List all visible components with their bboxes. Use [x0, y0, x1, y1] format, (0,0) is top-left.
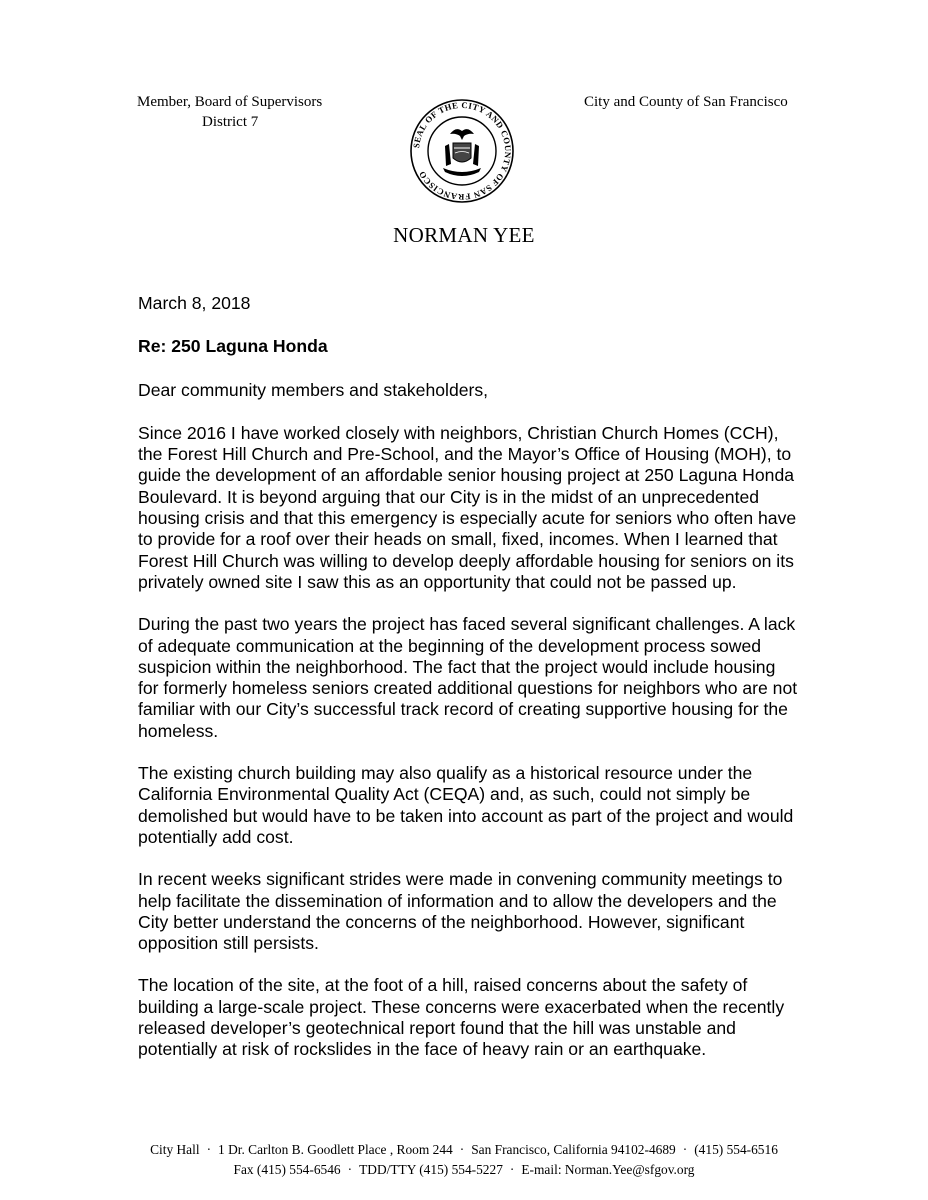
footer-fax: Fax (415) 554-6546 [233, 1162, 341, 1177]
footer-line-contact: Fax (415) 554-6546 · TDD/TTY (415) 554-5227 · E-mail: Norman.Yee@sfgov.org [233, 1162, 695, 1177]
letter-paragraph: The existing church building may also qualify as a historical resource under the California Environmental Quality Act (CEQA) and, as such, could not simply be demolished but would have to be taken into account as part of the project and would potentially add cost. [138, 763, 794, 847]
footer-line-address: City Hall · 1 Dr. Carlton B. Goodlett Place , Room 244 · San Francisco, California 94102-4689 · (415) 554-6516 [150, 1142, 778, 1157]
letterhead-footer [0, 1140, 928, 1180]
letter-subject: Re: 250 Laguna Honda [138, 336, 328, 357]
letter-body [138, 293, 798, 1082]
letter-date: March 8, 2018 [138, 293, 251, 313]
footer-email[interactable]: E-mail: Norman.Yee@sfgov.org [521, 1162, 695, 1177]
office-title [137, 92, 322, 132]
footer-tdd: TDD/TTY (415) 554-5227 [359, 1162, 503, 1177]
letter-paragraph: During the past two years the project has faced several significant challenges. A lack of adequate communication at the beginning of the development process sowed suspicion within the neighborhood. The fact that the project would include housing for formerly homeless seniors created additional questions for neighbors who are not familiar with our City’s successful track record of creating supportive housing for the homeless. [138, 614, 798, 741]
city-seal-icon [409, 98, 515, 204]
office-title-line1: Member, Board of Supervisors [137, 94, 323, 110]
letter-paragraph: The location of the site, at the foot of a hill, raised concerns about the safety of building a large-scale project. These concerns were exacerbated when the recently released developer’s geotechnical report found that the hill was unstable and potentially at risk of rockslides in the face of heavy rain or an earthquake. [138, 975, 785, 1060]
letter-salutation: Dear community members and stakeholders, [138, 379, 489, 400]
footer-city: San Francisco, California 94102-4689 [471, 1142, 676, 1157]
footer-building: City Hall [150, 1142, 200, 1157]
letter-paragraph: Since 2016 I have worked closely with neighbors, Christian Church Homes (CCH), the Forest Hill Church and Pre-School, and the Mayor’s Office of Housing (MOH), to guide the development of an affordable senior housing project at 250 Laguna Honda Boulevard. It is beyond arguing that our City is in the midst of an unprecedented housing crisis and that this emergency is especially acute for seniors who often have to provide for a roof over their heads on small, fixed, incomes. When I learned that Forest Hill Church was willing to develop deeply affordable housing for seniors on its privately owned site I saw this as an opportunity that could not be passed up. [138, 422, 797, 592]
svg-text:SEAL OF THE CITY AND COUNTY OF: SEAL OF THE CITY AND COUNTY OF SAN FRANCISCO [411, 99, 514, 203]
footer-phone: (415) 554-6516 [694, 1142, 778, 1157]
footer-street: 1 Dr. Carlton B. Goodlett Place , Room 244 [218, 1142, 453, 1157]
office-title-line2: District 7 [202, 114, 259, 130]
jurisdiction-label: City and County of San Francisco [584, 94, 788, 110]
letter-paragraph: In recent weeks significant strides were made in convening community meetings to help facilitate the dissemination of information and to allow the developers and the City better understand the concerns of the neighborhood. However, significant opposition still persists. [138, 869, 783, 954]
council-member-name: NORMAN YEE [393, 223, 535, 247]
